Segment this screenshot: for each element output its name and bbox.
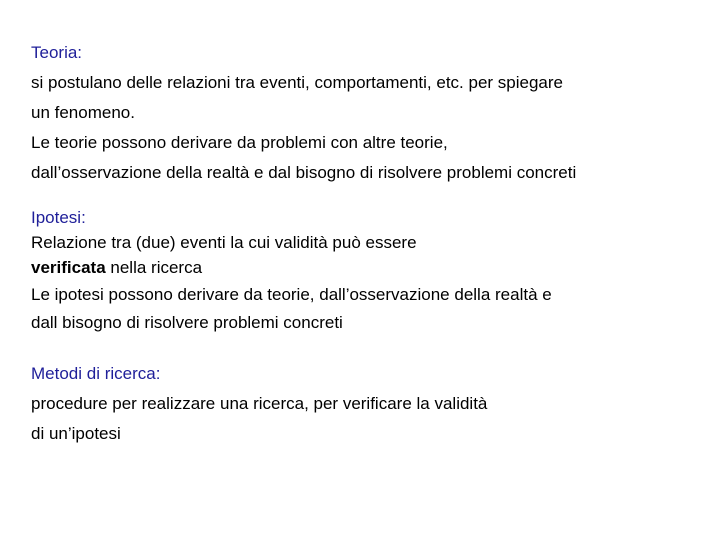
body-line: si postulano delle relazioni tra eventi, comportamenti, etc. per spiegare (31, 73, 564, 92)
body-line: un fenomeno. (31, 103, 135, 122)
section-metodi (31, 359, 701, 449)
slide (31, 0, 701, 540)
emphasized-word: verificata (31, 258, 106, 277)
body-text: nella ricerca (105, 258, 203, 277)
body-line: Le teorie possono derivare da problemi con altre teorie, (31, 133, 448, 152)
section-heading: Teoria: (31, 43, 83, 62)
body-line: dall’osservazione della realtà e dal bisogno di risolvere problemi concreti (31, 163, 577, 182)
body-line: dall bisogno di risolvere problemi concreti (31, 313, 343, 332)
body-line: di un’ipotesi (31, 424, 121, 443)
section-heading: Ipotesi: (31, 208, 86, 227)
section-teoria (31, 38, 701, 188)
body-line: procedure per realizzare una ricerca, per verificare la validità (31, 394, 488, 413)
section-heading: Metodi di ricerca: (31, 364, 161, 383)
section-ipotesi (31, 205, 701, 337)
body-line: Relazione tra (due) eventi la cui validità può essere (31, 233, 417, 252)
body-line (31, 255, 701, 281)
body-line: Le ipotesi possono derivare da teorie, dall’osservazione della realtà e (31, 285, 552, 304)
